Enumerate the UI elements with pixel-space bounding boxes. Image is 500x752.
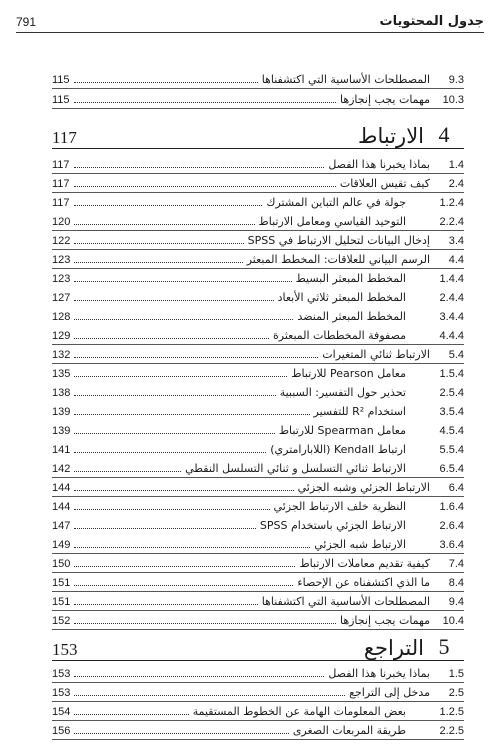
dot-leader — [74, 356, 318, 358]
toc-entry[interactable] — [52, 70, 464, 86]
chapter-page-number: 153 — [52, 640, 78, 659]
toc-page-number: 156 — [52, 725, 71, 737]
toc-entry-number: 2.4.4 — [439, 292, 464, 304]
toc-entry-title: مهمات يجب إنجازها — [339, 614, 430, 627]
toc-entry[interactable] — [52, 664, 464, 680]
toc-entry-title: ارتباط Kendall (اللابارامتري) — [270, 443, 406, 456]
toc-page-number: 151 — [52, 596, 71, 608]
dot-leader — [74, 546, 310, 548]
toc-entry-number: 3.4.4 — [439, 311, 464, 323]
toc-page-number: 138 — [52, 387, 71, 399]
toc-page-number: 123 — [52, 273, 71, 285]
toc-entry-title: تحذير حول التفسير: السببية — [279, 386, 406, 399]
toc-entry-title: ما الذي اكتشفناه عن الإحصاء — [297, 576, 430, 589]
toc-entry-title: بماذا يخبرنا هذا الفصل — [328, 158, 430, 171]
toc-entry[interactable] — [52, 535, 464, 551]
page-header — [16, 10, 484, 33]
toc-entry[interactable] — [52, 421, 464, 437]
section-divider — [52, 108, 464, 109]
toc-entry-title: معامل Pearson للارتباط — [291, 367, 406, 380]
toc-entry-number: 2.4 — [448, 178, 464, 190]
dot-leader — [74, 299, 273, 301]
toc-page-number: 123 — [52, 254, 71, 266]
toc-entry-number: 4.4.4 — [439, 330, 464, 342]
toc-entry-number: 1.2.4 — [439, 197, 464, 209]
dot-leader — [74, 81, 258, 83]
toc-entry-title: التوحيد القياسي ومعامل الارتباط — [258, 215, 406, 228]
toc-entry[interactable] — [52, 683, 464, 699]
toc-entry-title: بعض المعلومات الهامة عن الخطوط المستقيمة — [192, 705, 406, 718]
toc-entry-number: 8.4 — [448, 577, 464, 589]
toc-page-number: 135 — [52, 368, 71, 380]
dot-leader — [74, 527, 256, 529]
toc-entry-number: 1.5.4 — [439, 368, 464, 380]
dot-leader — [74, 166, 325, 168]
toc-entry-title: مهمات يجب إنجازها — [339, 93, 430, 106]
toc-page-number: 128 — [52, 311, 71, 323]
toc-page-number: 154 — [52, 706, 71, 718]
dot-leader — [74, 280, 291, 282]
dot-leader — [74, 470, 181, 472]
toc-page-number: 147 — [52, 520, 71, 532]
toc-page-number: 117 — [52, 197, 70, 209]
toc-page-number: 117 — [52, 159, 70, 171]
toc-entry[interactable] — [52, 573, 464, 589]
toc-entry[interactable] — [52, 459, 464, 475]
dot-leader — [74, 489, 293, 491]
section-divider — [52, 88, 464, 89]
toc-entry[interactable] — [52, 497, 464, 513]
toc-entry[interactable] — [52, 440, 464, 456]
toc-entry-number: 1.2.5 — [439, 706, 464, 718]
toc-entry-number: 1.5 — [448, 668, 464, 680]
toc-page-number: 115 — [52, 94, 70, 106]
toc-page-number: 122 — [52, 235, 71, 247]
dot-leader — [74, 318, 293, 320]
toc-entry[interactable] — [52, 702, 464, 718]
page-number: 791 — [16, 15, 37, 29]
toc-entry-title: الارتباط ثنائي المتغيرات — [322, 348, 430, 361]
toc-entry-title: كيفية تقديم معاملات الارتباط — [299, 557, 430, 570]
toc-page-number: 139 — [52, 425, 71, 437]
toc-page-number: 149 — [52, 539, 71, 551]
toc-entry-number: 10.3 — [442, 94, 464, 106]
toc-entry-title: استخدام R² للتفسير — [313, 405, 406, 418]
dot-leader — [74, 204, 263, 206]
toc-entry[interactable] — [52, 231, 464, 247]
toc-entry[interactable] — [52, 554, 464, 570]
dot-leader — [74, 565, 295, 567]
toc-entry-title: المخطط المبعثر البسيط — [295, 272, 406, 285]
toc-entry[interactable] — [52, 326, 464, 342]
toc-entry[interactable] — [52, 250, 464, 266]
toc-entry[interactable] — [52, 611, 464, 627]
dot-leader — [74, 694, 345, 696]
toc-entry[interactable] — [52, 307, 464, 323]
toc-entry[interactable] — [52, 592, 464, 608]
dot-leader — [74, 394, 275, 396]
toc-page-number: 152 — [52, 615, 71, 627]
toc-entry[interactable] — [52, 402, 464, 418]
toc-entry-number: 6.4 — [448, 482, 464, 494]
toc-entry-number: 5.5.4 — [439, 444, 464, 456]
toc-entry[interactable] — [52, 193, 464, 209]
toc-entry-number: 4.4 — [448, 254, 464, 266]
dot-leader — [74, 732, 288, 734]
dot-leader — [74, 375, 287, 377]
toc-page-number: 129 — [52, 330, 71, 342]
toc-entry-title: بماذا يخبرنا هذا الفصل — [328, 667, 430, 680]
toc-entry-number: 3.5.4 — [439, 406, 464, 418]
toc-entry-number: 2.2.5 — [439, 725, 464, 737]
toc-entry-title: المخطط المبعثر المنضد — [297, 310, 406, 323]
toc-entry[interactable] — [52, 345, 464, 361]
toc-entry-number: 2.6.4 — [439, 520, 464, 532]
toc-entry-number: 4.5.4 — [439, 425, 464, 437]
toc-entry-title: جولة في عالم التباين المشترك — [266, 196, 406, 209]
dot-leader — [74, 675, 324, 677]
toc-entry-title: الارتباط ثنائي التسلسل و ثنائي التسلسل النقطي — [185, 462, 406, 475]
toc-entry-number: 1.4 — [448, 159, 464, 171]
dot-leader — [74, 185, 336, 187]
toc-entry-number: 10.4 — [442, 615, 464, 627]
toc-entry-title: مدخل إلى التراجع — [349, 686, 430, 699]
toc-entry-title: المصطلحات الأساسية التي اكتشفناها — [261, 595, 430, 608]
toc-entry-number: 1.6.4 — [439, 501, 464, 513]
section-divider — [52, 739, 464, 740]
chapter-number: 5 — [438, 634, 450, 659]
dot-leader — [74, 713, 188, 715]
header-title: جدول المحتويات — [379, 14, 484, 29]
toc-page-number: 150 — [52, 558, 71, 570]
toc-entry[interactable] — [52, 90, 464, 106]
toc-entry-title: كيف تقيس العلاقات — [339, 177, 430, 190]
toc-entry-title: الارتباط الجزئي باستخدام SPSS — [259, 519, 406, 532]
dot-leader — [74, 413, 309, 415]
toc-entry-title: المصطلحات الأساسية التي اكتشفناها — [261, 73, 430, 86]
toc-entry-number: 5.4 — [448, 349, 464, 361]
dot-leader — [74, 584, 293, 586]
toc-entry[interactable] — [52, 478, 464, 494]
toc-entry-number: 2.5.4 — [439, 387, 464, 399]
toc-entry[interactable] — [52, 155, 464, 171]
toc-entry-number: 2.5 — [448, 687, 464, 699]
toc-entry-title: معامل Spearman للارتباط — [278, 424, 406, 437]
toc-entry[interactable] — [52, 269, 464, 285]
chapter-title: الارتباط — [358, 124, 424, 148]
toc-page-number: 115 — [52, 74, 70, 86]
dot-leader — [74, 622, 336, 624]
toc-entry-title: المخطط المبعثر ثلاثي الأبعاد — [277, 291, 406, 304]
toc-page-number: 144 — [52, 501, 71, 513]
dot-leader — [74, 101, 336, 103]
toc-entry-number: 7.4 — [448, 558, 464, 570]
dot-leader — [74, 337, 269, 339]
toc-entry-number: 2.2.4 — [439, 216, 464, 228]
toc-entry[interactable] — [52, 364, 464, 380]
chapter-title: التراجع — [363, 636, 424, 660]
toc-entry-title: طريقة المربعات الصغرى — [292, 724, 406, 737]
toc-entry-number: 6.5.4 — [439, 463, 464, 475]
toc-page-number: 153 — [52, 668, 71, 680]
dot-leader — [74, 603, 257, 605]
toc-entry[interactable] — [52, 288, 464, 304]
dot-leader — [74, 432, 274, 434]
toc-entry-title: الرسم البياني للعلاقات: المخطط المبعثر — [246, 253, 430, 266]
toc-entry-number: 9.3 — [448, 74, 464, 86]
dot-leader — [74, 242, 243, 244]
toc-page-number: 139 — [52, 406, 71, 418]
toc-entry-number: 1.4.4 — [439, 273, 464, 285]
chapter-page-number: 117 — [52, 128, 77, 147]
toc-page-number: 141 — [52, 444, 71, 456]
toc-page-number: 153 — [52, 687, 71, 699]
toc-page-number: 151 — [52, 577, 71, 589]
toc-page-number: 127 — [52, 292, 71, 304]
chapter-heading[interactable] — [52, 630, 464, 661]
chapter-heading[interactable] — [52, 118, 464, 149]
toc-entry-title: مصفوفة المخططات المبعثرة — [273, 329, 406, 342]
toc-entry[interactable] — [52, 212, 464, 228]
toc-entry[interactable] — [52, 383, 464, 399]
toc-entry-number: 3.6.4 — [439, 539, 464, 551]
chapter-number: 4 — [438, 122, 450, 147]
toc-entry-number: 9.4 — [448, 596, 464, 608]
dot-leader — [74, 508, 269, 510]
toc-entry[interactable] — [52, 174, 464, 190]
dot-leader — [74, 261, 242, 263]
toc-entry-number: 3.4 — [448, 235, 464, 247]
toc-page-number: 144 — [52, 482, 71, 494]
toc-entry-title: الارتباط شبه الجزئي — [314, 538, 406, 551]
toc-page-number: 117 — [52, 178, 70, 190]
toc-page-number: 132 — [52, 349, 71, 361]
toc-entry-title: إدخال البيانات لتحليل الارتباط في SPSS — [247, 234, 430, 247]
toc-entry-title: الارتباط الجزئي وشبه الجزئي — [297, 481, 430, 494]
toc-entry[interactable] — [52, 721, 464, 737]
toc-page-number: 120 — [52, 216, 71, 228]
toc-page-number: 142 — [52, 463, 71, 475]
toc-entry-title: النظرية خلف الارتباط الجزئي — [273, 500, 406, 513]
dot-leader — [74, 223, 254, 225]
dot-leader — [74, 451, 266, 453]
toc-entry[interactable] — [52, 516, 464, 532]
